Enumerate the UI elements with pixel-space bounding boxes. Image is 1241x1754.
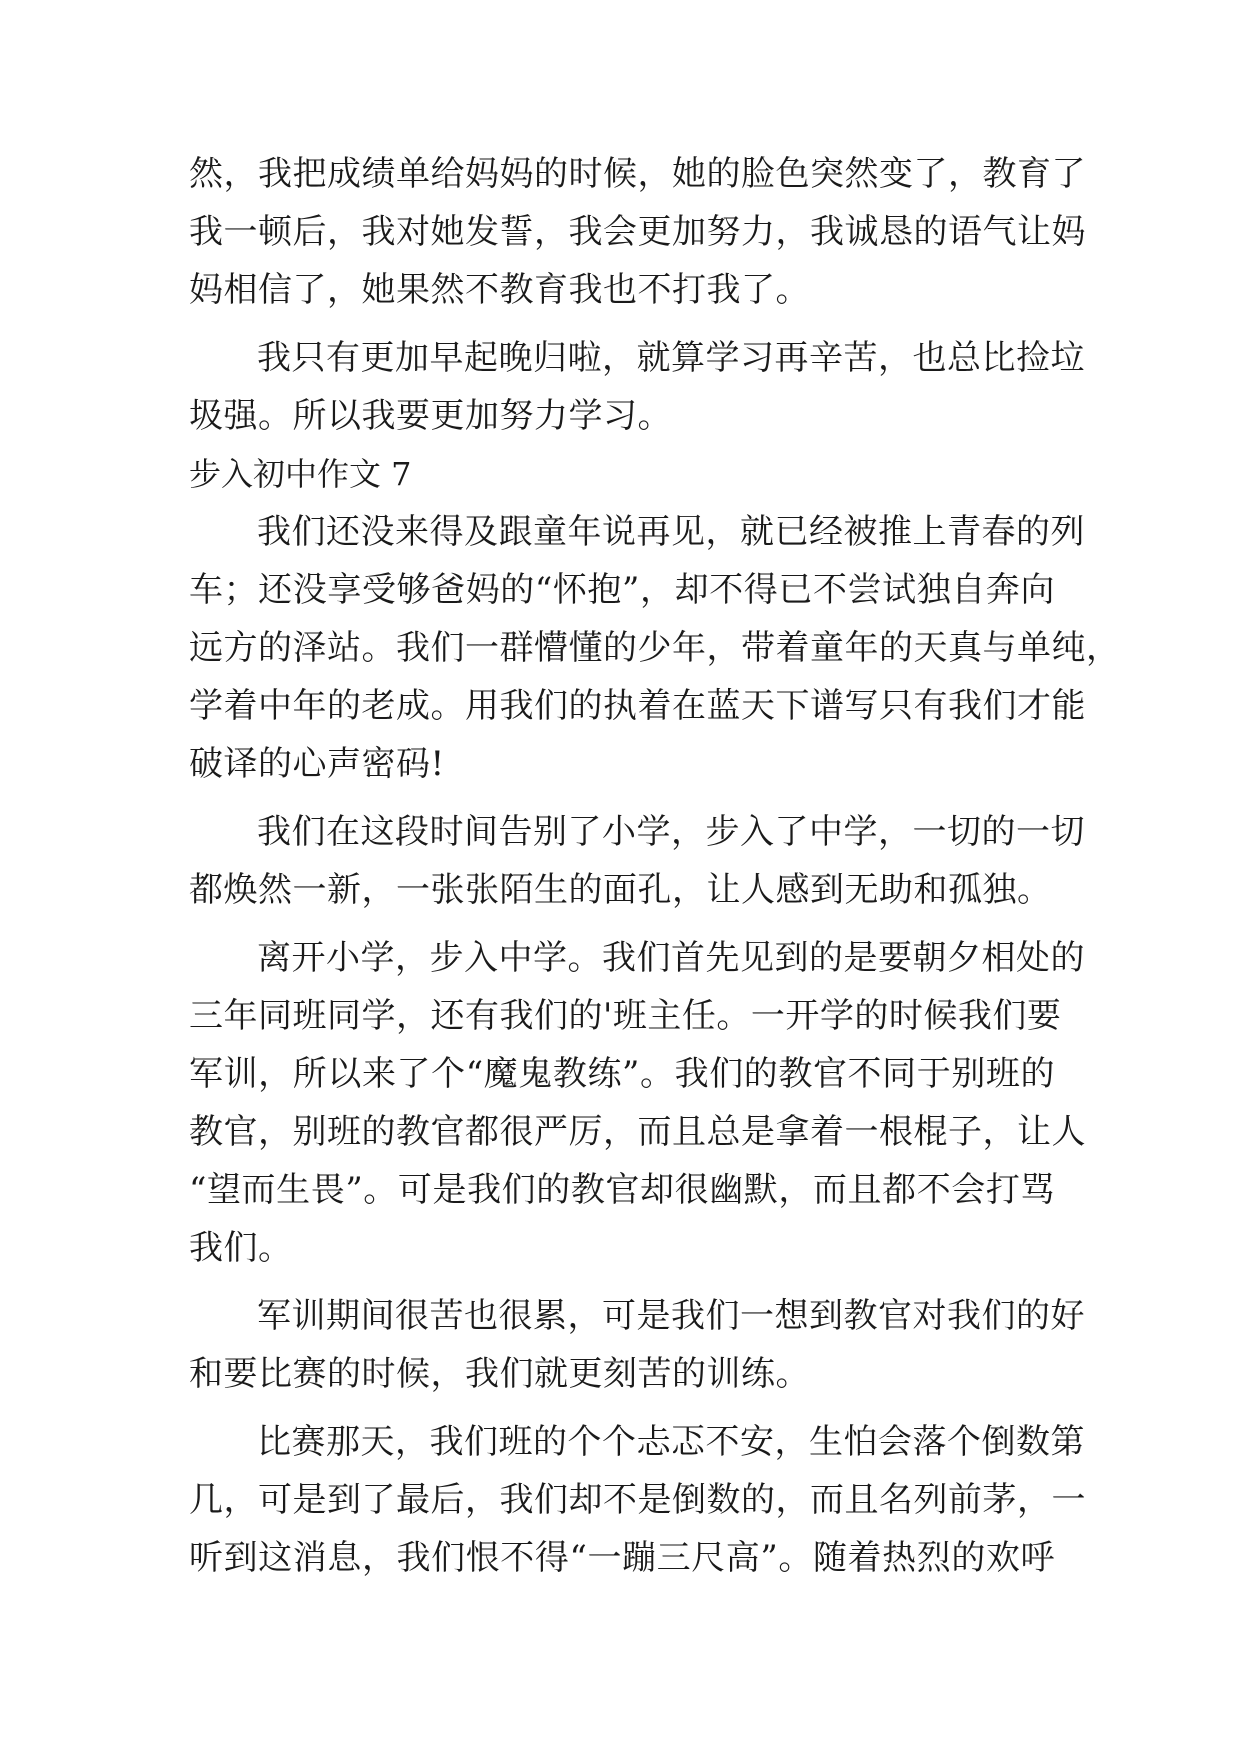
- text-line: 远方的泽站。我们一群懵懂的少年，带着童年的天真与单纯，: [189, 628, 1121, 668]
- text-line: 教官，别班的教官都很严厉，而且总是拿着一根棍子，让人: [189, 1112, 1086, 1152]
- text-line: 圾强。所以我要更加努力学习。: [189, 396, 672, 436]
- text-line: 听到这消息，我们恨不得“一蹦三尺高”。随着热烈的欢呼: [189, 1538, 1055, 1578]
- text-line: “望而生畏”。可是我们的教官却很幽默，而且都不会打骂: [189, 1170, 1055, 1210]
- essay-title: 步入初中作文 7: [189, 455, 412, 493]
- paragraph-military-training: [189, 929, 1086, 1277]
- text-line: 然，我把成绩单给妈妈的时候，她的脸色突然变了，教育了: [189, 154, 1086, 194]
- text-line: 离开小学，步入中学。我们首先见到的是要朝夕相处的: [257, 938, 1085, 978]
- text-line: 妈相信了，她果然不教育我也不打我了。: [189, 270, 810, 310]
- paragraph-effort: [189, 329, 1085, 445]
- essay-body: [189, 145, 1121, 1587]
- text-line: 三年同班同学，还有我们的'班主任。一开学的时候我们要: [189, 996, 1062, 1036]
- text-line: 都焕然一新，一张张陌生的面孔，让人感到无助和孤独。: [189, 870, 1052, 910]
- text-line: 军训，所以来了个“魔鬼教练”。我们的教官不同于别班的: [189, 1054, 1055, 1094]
- text-line: 车；还没享受够爸妈的“怀抱”，却不得已不尝试独自奔向: [189, 570, 1055, 610]
- paragraph-continuation: [189, 145, 1086, 319]
- paragraph-farewell: [189, 803, 1085, 919]
- text-line: 我们。: [189, 1228, 293, 1268]
- text-line: 我一顿后，我对她发誓，我会更加努力，我诚恳的语气让妈: [189, 212, 1086, 252]
- text-line: 军训期间很苦也很累，可是我们一想到教官对我们的好: [257, 1296, 1085, 1336]
- text-line: 几，可是到了最后，我们却不是倒数的，而且名列前茅，一: [189, 1480, 1086, 1520]
- text-line: 破译的心声密码!: [189, 744, 445, 784]
- paragraph-youth: [189, 503, 1121, 793]
- text-line: 我们还没来得及跟童年说再见，就已经被推上青春的列: [257, 512, 1085, 552]
- text-line: 学着中年的老成。用我们的执着在蓝天下谱写只有我们才能: [189, 686, 1086, 726]
- text-line: 我只有更加早起晚归啦，就算学习再辛苦，也总比捡垃: [257, 338, 1085, 378]
- paragraph-competition: [189, 1413, 1086, 1587]
- text-line: 和要比赛的时候，我们就更刻苦的训练。: [189, 1354, 810, 1394]
- text-line: 我们在这段时间告别了小学，步入了中学，一切的一切: [257, 812, 1085, 852]
- paragraph-hard-training: [189, 1287, 1085, 1403]
- text-line: 比赛那天，我们班的个个忐忑不安，生怕会落个倒数第: [257, 1422, 1085, 1462]
